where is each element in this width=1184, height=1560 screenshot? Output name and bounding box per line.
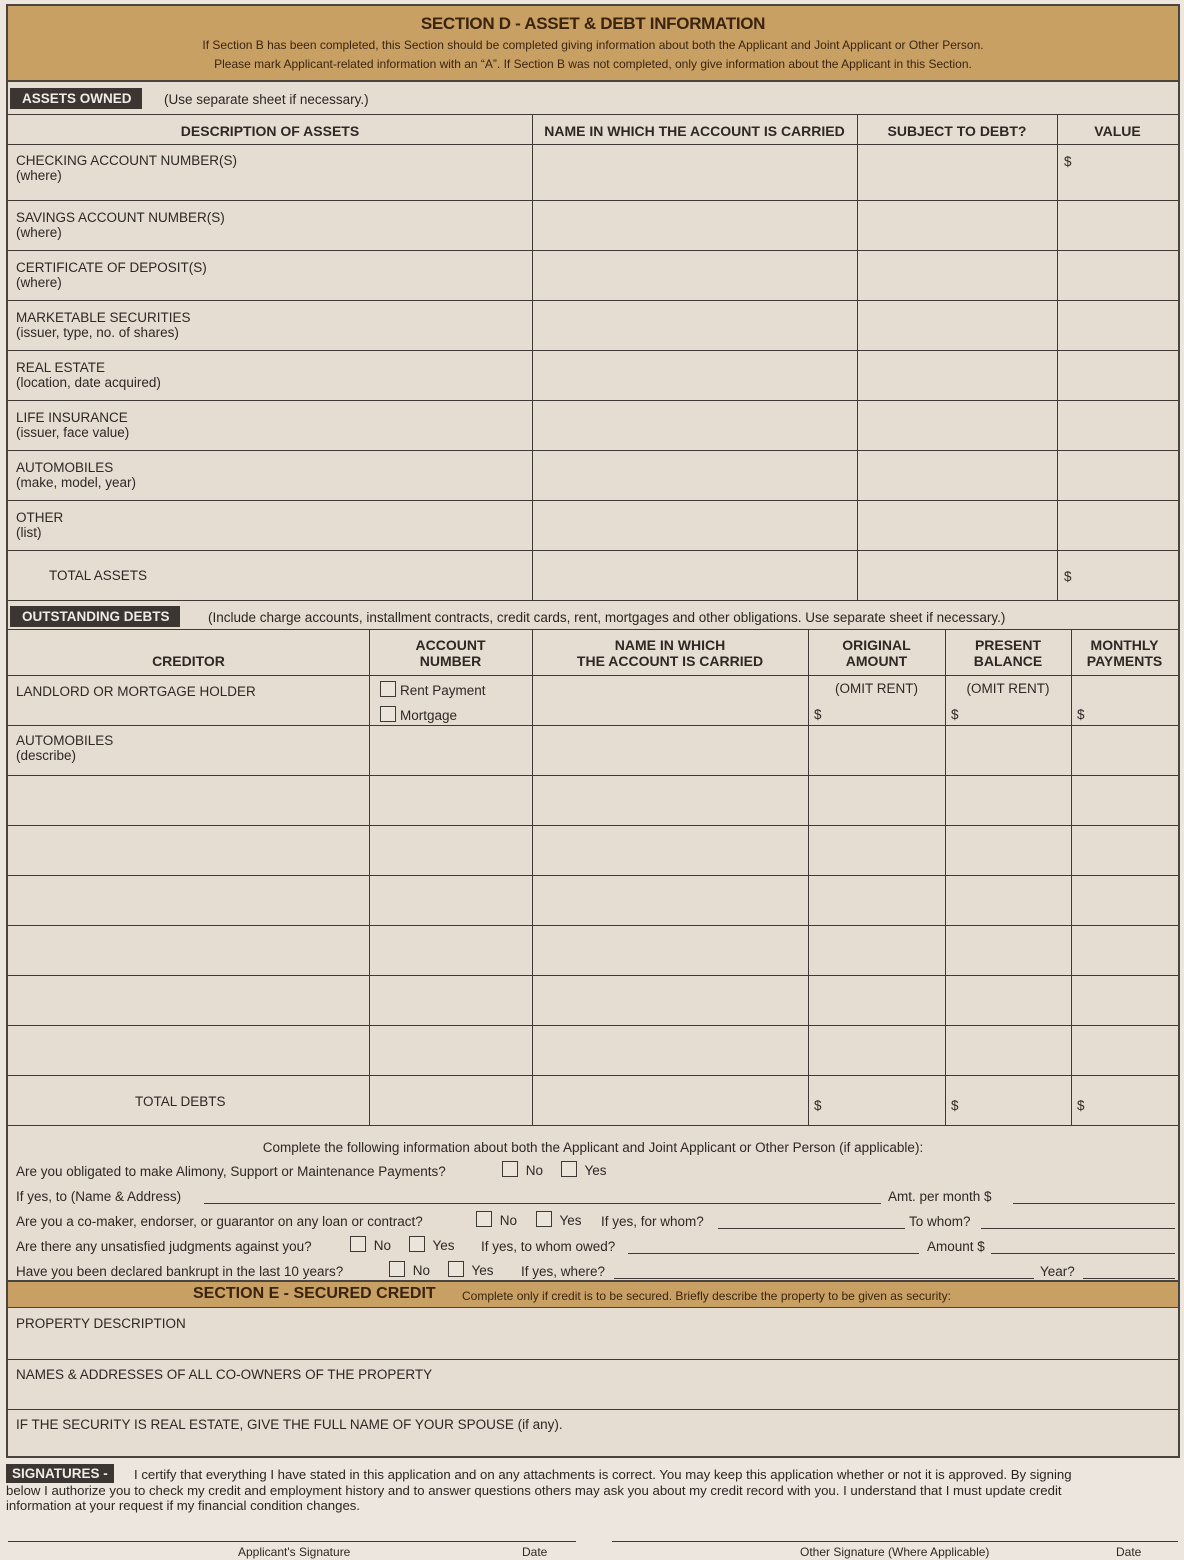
- landlord-original-dollar[interactable]: $: [814, 707, 822, 722]
- col-creditor: CREDITOR: [152, 653, 225, 669]
- judgments-yes-checkbox[interactable]: [409, 1236, 425, 1252]
- assets-owned-label: ASSETS OWNED: [10, 88, 142, 109]
- whom-owed-label: If yes, to whom owed?: [481, 1239, 616, 1254]
- asset-row-real-estate[interactable]: [16, 360, 161, 390]
- alimony-yes-checkbox[interactable]: [561, 1161, 577, 1177]
- total-assets-dollar[interactable]: $: [1064, 569, 1072, 584]
- asset-row-other[interactable]: [16, 510, 63, 540]
- certification-text-1: I certify that everything I have stated in this application and on any attachments is correct. You may keep this application whether or not it is approved. By signing: [134, 1467, 1072, 1482]
- col-present-balance: PRESENT BALANCE: [973, 637, 1043, 669]
- section-d-instructions-1: If Section B has been completed, this Section should be completed giving information about both the Applicant and Joint Applicant or Other Person.: [202, 38, 984, 52]
- bankrupt-question: Have you been declared bankrupt in the last 10 years?: [16, 1264, 344, 1279]
- section-d-header: [8, 6, 1178, 82]
- for-whom-field[interactable]: [718, 1228, 905, 1229]
- total-debts-label: TOTAL DEBTS: [135, 1094, 226, 1109]
- asset-title: CHECKING ACCOUNT NUMBER(S): [16, 153, 238, 168]
- col-account-number: ACCOUNT NUMBER: [415, 637, 486, 669]
- questions-intro: Complete the following information about both the Applicant and Joint Applicant or Other Person (if applicable):: [262, 1140, 924, 1155]
- present-omit-rent: (OMIT RENT): [966, 681, 1050, 696]
- total-present-dollar[interactable]: $: [951, 1098, 959, 1113]
- mortgage-checkbox[interactable]: [380, 706, 396, 722]
- year-field[interactable]: [1083, 1278, 1175, 1279]
- asset-title: MARKETABLE SECURITIES: [16, 310, 191, 325]
- judgments-no-checkbox[interactable]: [350, 1236, 366, 1252]
- col-debt-name-account-carried: NAME IN WHICH THE ACCOUNT IS CARRIED: [576, 637, 764, 669]
- asset-hint: (where): [16, 168, 62, 183]
- asset-title: REAL ESTATE: [16, 360, 106, 375]
- asset-hint: (list): [16, 525, 42, 540]
- co-owners-field[interactable]: NAMES & ADDRESSES OF ALL CO-OWNERS OF THE PROPERTY: [16, 1367, 433, 1382]
- assets-owned-note: (Use separate sheet if necessary.): [164, 92, 369, 107]
- col-original-amount: ORIGINAL AMOUNT: [842, 637, 911, 669]
- checking-value-dollar: $: [1064, 154, 1072, 169]
- to-whom-field[interactable]: [981, 1228, 1175, 1229]
- comaker-no-option[interactable]: No: [476, 1211, 517, 1228]
- where-label: If yes, where?: [521, 1264, 606, 1279]
- asset-title: CERTIFICATE OF DEPOSIT(S): [16, 260, 207, 275]
- asset-row-cd[interactable]: [16, 260, 207, 290]
- mortgage-option[interactable]: Mortgage: [380, 706, 457, 723]
- original-omit-rent: (OMIT RENT): [835, 681, 918, 696]
- asset-hint: (make, model, year): [16, 475, 137, 490]
- asset-title: SAVINGS ACCOUNT NUMBER(S): [16, 210, 225, 225]
- debt-title: AUTOMOBILES: [16, 733, 114, 748]
- col-monthly-payments: MONTHLY PAYMENTS: [1086, 637, 1163, 669]
- asset-row-automobiles[interactable]: [16, 460, 136, 490]
- section-e-title: SECTION E - SECURED CREDIT: [193, 1285, 436, 1302]
- amount-field[interactable]: [991, 1253, 1175, 1254]
- applicant-signature-label: Applicant's Signature: [238, 1545, 351, 1559]
- for-whom-label: If yes, for whom?: [601, 1214, 704, 1229]
- asset-row-securities[interactable]: [16, 310, 191, 340]
- bankrupt-no-option[interactable]: No: [389, 1261, 430, 1278]
- asset-hint: (location, date acquired): [16, 375, 161, 390]
- alimony-name-address-field[interactable]: [204, 1203, 881, 1204]
- bankrupt-no-checkbox[interactable]: [389, 1261, 405, 1277]
- other-date-label: Date: [1116, 1545, 1142, 1559]
- landlord-present-dollar[interactable]: $: [951, 707, 959, 722]
- asset-row-savings[interactable]: [16, 210, 225, 240]
- comaker-yes-option[interactable]: Yes: [536, 1211, 582, 1228]
- alimony-no-checkbox[interactable]: [502, 1161, 518, 1177]
- total-assets-label: TOTAL ASSETS: [49, 568, 148, 583]
- comaker-question: Are you a co-maker, endorser, or guarantor on any loan or contract?: [16, 1214, 423, 1229]
- amt-per-month-field[interactable]: [1013, 1203, 1175, 1204]
- rent-payment-checkbox[interactable]: [380, 681, 396, 697]
- applicant-signature-line[interactable]: [8, 1541, 576, 1542]
- judgments-question: Are there any unsatisfied judgments against you?: [16, 1239, 312, 1254]
- outstanding-debts-note: (Include charge accounts, installment contracts, credit cards, rent, mortgages and other obligations. Use separate sheet if necessary.): [208, 610, 1006, 625]
- asset-title: AUTOMOBILES: [16, 460, 114, 475]
- certification-text-2: below I authorize you to check my credit and employment history and to answer questions others may ask you about my credit record with you. I understand that I must update credit: [6, 1483, 1062, 1498]
- asset-row-life-insurance[interactable]: [16, 410, 129, 440]
- signatures-heading: [6, 1464, 114, 1483]
- credit-application-form: [6, 4, 1180, 1458]
- comaker-no-checkbox[interactable]: [476, 1211, 492, 1227]
- amt-per-month-label: Amt. per month $: [888, 1189, 992, 1204]
- rent-payment-option[interactable]: Rent Payment: [380, 681, 486, 698]
- signatures-label: SIGNATURES -: [6, 1464, 114, 1483]
- applicant-date-label: Date: [522, 1545, 548, 1559]
- year-label: Year?: [1040, 1264, 1075, 1279]
- outstanding-debts-label: OUTSTANDING DEBTS: [10, 606, 180, 627]
- col-description-of-assets: DESCRIPTION OF ASSETS: [180, 123, 360, 139]
- col-name-account-carried: NAME IN WHICH THE ACCOUNT IS CARRIED: [544, 123, 845, 139]
- other-signature-label: Other Signature (Where Applicable): [800, 1545, 990, 1559]
- asset-hint: (issuer, type, no. of shares): [16, 325, 179, 340]
- to-whom-label: To whom?: [909, 1214, 971, 1229]
- total-original-dollar[interactable]: $: [814, 1098, 822, 1113]
- asset-row-checking[interactable]: [16, 153, 237, 183]
- judgments-no-option[interactable]: No: [350, 1236, 391, 1253]
- asset-title: OTHER: [16, 510, 64, 525]
- alimony-no-option[interactable]: No: [502, 1161, 543, 1178]
- outstanding-debts-heading: [10, 606, 180, 627]
- asset-hint: (where): [16, 225, 62, 240]
- section-e-note: Complete only if credit is to be secured. Briefly describe the property to be given as security:: [462, 1289, 951, 1303]
- property-description-field[interactable]: PROPERTY DESCRIPTION: [16, 1316, 186, 1331]
- landlord-monthly-dollar[interactable]: $: [1077, 707, 1085, 722]
- landlord-mortgage-holder-label: LANDLORD OR MORTGAGE HOLDER: [16, 684, 256, 699]
- section-d-instructions-2: Please mark Applicant-related information with an “A”. If Section B was not completed, only give information about the Applicant in this Section.: [214, 57, 972, 71]
- bankrupt-yes-checkbox[interactable]: [448, 1261, 464, 1277]
- alimony-yes-option[interactable]: Yes: [561, 1161, 607, 1178]
- assets-owned-heading: [10, 88, 142, 109]
- asset-hint: (where): [16, 275, 62, 290]
- col-value: VALUE: [1094, 123, 1141, 139]
- alimony-question: Are you obligated to make Alimony, Support or Maintenance Payments?: [16, 1164, 446, 1179]
- debt-hint: (describe): [16, 748, 77, 763]
- amount-label: Amount $: [927, 1239, 985, 1254]
- certification-text-3: information at your request if my financial condition changes.: [6, 1498, 361, 1513]
- other-signature-line[interactable]: [612, 1541, 1178, 1542]
- asset-title: LIFE INSURANCE: [16, 410, 128, 425]
- asset-hint: (issuer, face value): [16, 425, 130, 440]
- debt-row-automobiles[interactable]: [16, 733, 113, 763]
- section-d-title: SECTION D - ASSET & DEBT INFORMATION: [420, 14, 766, 33]
- if-yes-to-label: If yes, to (Name & Address): [16, 1189, 182, 1204]
- col-subject-to-debt: SUBJECT TO DEBT?: [887, 123, 1027, 139]
- total-monthly-dollar[interactable]: $: [1077, 1098, 1085, 1113]
- judgments-yes-option[interactable]: Yes: [409, 1236, 455, 1253]
- section-e-header: [8, 1280, 1178, 1308]
- bankrupt-yes-option[interactable]: Yes: [448, 1261, 494, 1278]
- where-field[interactable]: [614, 1278, 1034, 1279]
- whom-owed-field[interactable]: [628, 1253, 919, 1254]
- spouse-name-field[interactable]: IF THE SECURITY IS REAL ESTATE, GIVE THE FULL NAME OF YOUR SPOUSE (if any).: [16, 1417, 563, 1432]
- comaker-yes-checkbox[interactable]: [536, 1211, 552, 1227]
